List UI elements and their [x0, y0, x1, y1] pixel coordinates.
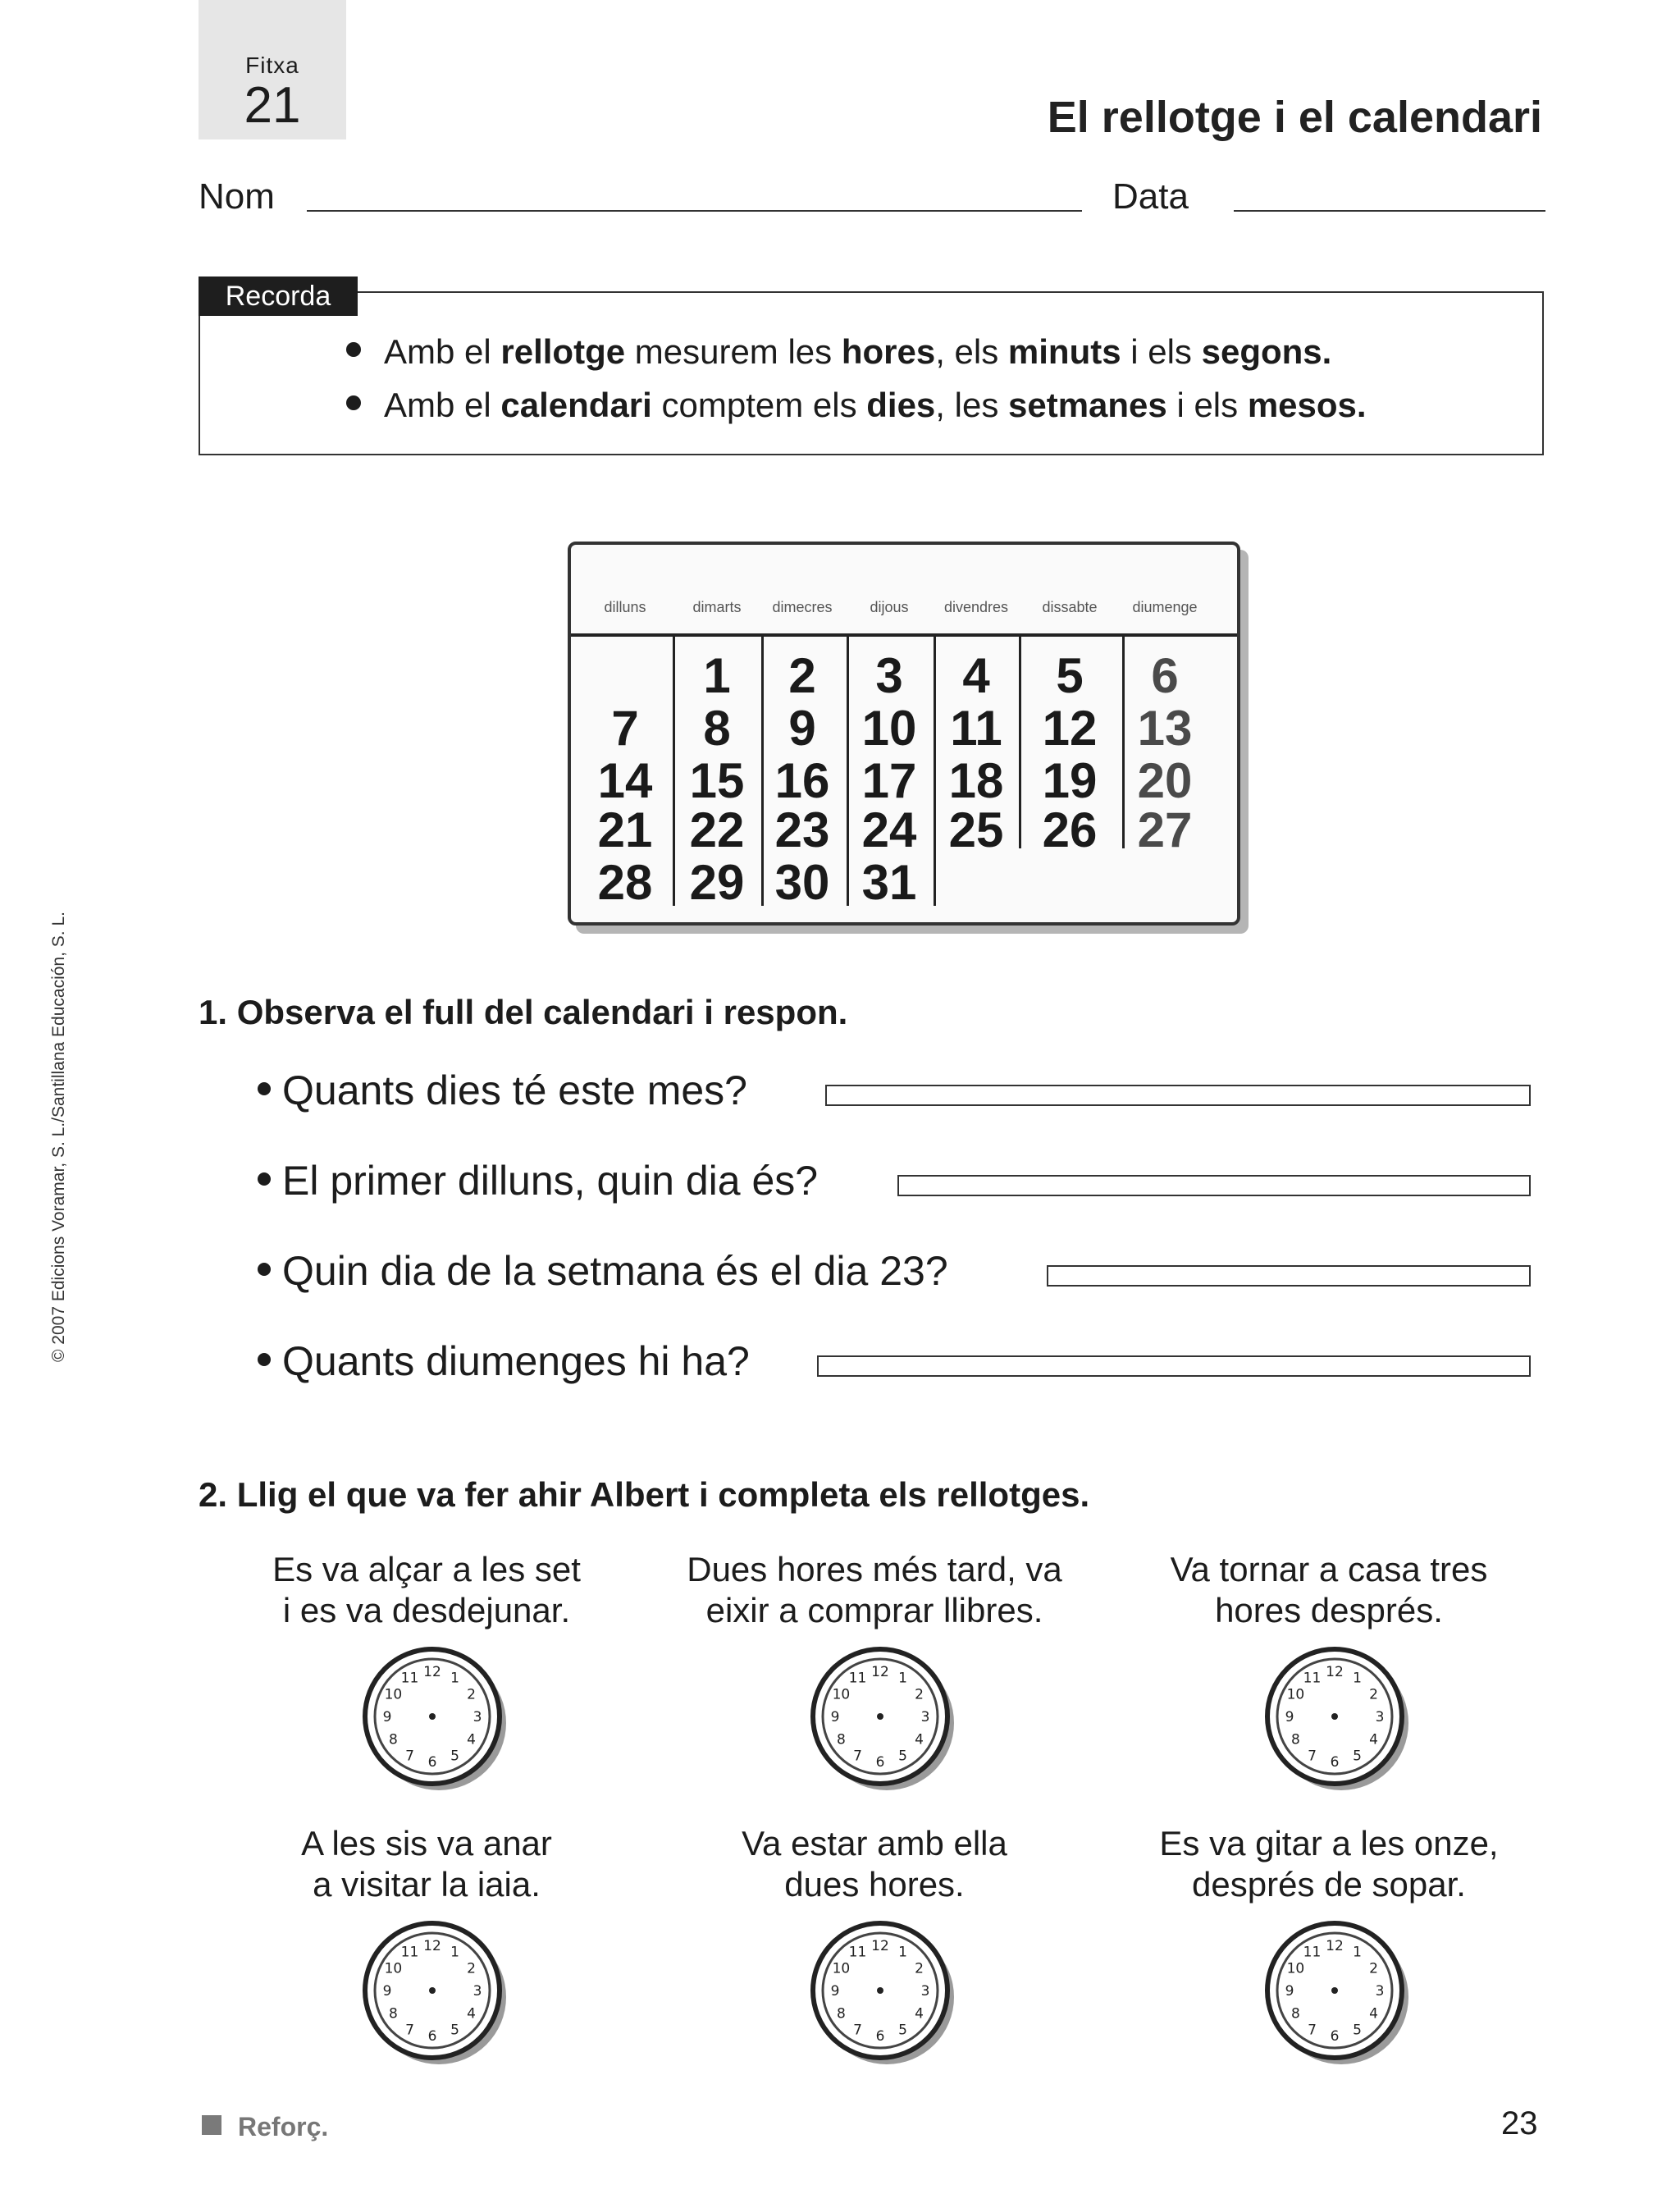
clock-number: 1: [1353, 1944, 1362, 1961]
calendar-date: 31: [861, 855, 917, 910]
answer-field[interactable]: [1047, 1265, 1531, 1287]
clock-number: 11: [1303, 1944, 1322, 1961]
calendar-day-name: dilluns: [604, 599, 646, 615]
text-segment: Amb el: [384, 332, 501, 371]
clock-number: 1: [898, 1944, 907, 1961]
clock-number: 3: [472, 1709, 482, 1725]
clock-center-dot: [1331, 1987, 1338, 1994]
calendar-date: 19: [1042, 753, 1098, 808]
clock-number: 11: [848, 1670, 867, 1687]
clue-line: eixir a comprar llibres.: [705, 1591, 1043, 1629]
bullet-icon: [258, 1353, 271, 1366]
clock-face[interactable]: [1259, 1641, 1415, 1797]
clock-face[interactable]: [357, 1641, 513, 1797]
date-field[interactable]: [1234, 210, 1545, 212]
clock-number: 3: [1375, 1709, 1385, 1725]
fitxa-badge: [199, 0, 346, 139]
name-label: Nom: [199, 176, 275, 217]
clock-number: 8: [388, 2005, 398, 2022]
calendar-date: 4: [962, 648, 990, 703]
answer-field[interactable]: [825, 1085, 1531, 1106]
keyword: calendari: [500, 386, 652, 424]
fitxa-number: 21: [244, 77, 301, 134]
clock-number: 4: [915, 2005, 924, 2022]
calendar-date: 18: [948, 753, 1004, 808]
clock-number: 4: [467, 1731, 477, 1748]
clock-number: 3: [920, 1983, 930, 2000]
calendar-date: 29: [689, 855, 745, 910]
calendar-day-name: dimecres: [772, 599, 833, 615]
clock-number: 12: [423, 1664, 441, 1680]
clock-number: 11: [848, 1944, 867, 1961]
answer-field[interactable]: [897, 1175, 1531, 1196]
clock-face[interactable]: [805, 1915, 961, 2071]
recorda-box: [199, 291, 1544, 455]
clock-number: 12: [871, 1938, 889, 1954]
calendar-date: 30: [774, 855, 830, 910]
clock-number: 6: [1330, 2028, 1340, 2045]
calendar-header-divider: [571, 633, 1237, 637]
clue-line: i es va desdejunar.: [282, 1591, 571, 1629]
clock-center-dot: [877, 1713, 883, 1720]
calendar-date: 11: [950, 701, 1002, 756]
question-text: [258, 1337, 750, 1385]
clock-number: 6: [875, 1754, 885, 1771]
clock-number: 10: [832, 1960, 851, 1977]
clue-line: Dues hores més tard, va: [687, 1550, 1062, 1588]
question-text: [258, 1157, 818, 1204]
clock-number: 9: [830, 1983, 840, 2000]
clock-number: 7: [405, 2022, 414, 2039]
clock-number: 1: [898, 1670, 907, 1687]
calendar-date: 16: [774, 753, 830, 808]
clock-number: 4: [915, 1731, 924, 1748]
clock-number: 12: [1326, 1664, 1344, 1680]
bullet-icon: [258, 1263, 271, 1276]
clue-line: Es va alçar a les set: [272, 1550, 581, 1588]
calendar-date: 7: [611, 701, 639, 756]
clock-number: 6: [427, 1754, 437, 1771]
clock-number: 8: [836, 1731, 846, 1748]
exercise-1-title: 1. Observa el full del calendari i respon.: [199, 993, 848, 1031]
clock-number: 9: [1285, 1983, 1294, 2000]
calendar-column-divider: [934, 635, 936, 906]
calendar-day-name: dijous: [870, 599, 909, 615]
clock-number: 11: [1303, 1670, 1322, 1687]
clock-number: 7: [1308, 1748, 1317, 1765]
clock-number: 6: [1330, 1754, 1340, 1771]
clue-text: [213, 1549, 640, 1631]
clock-number: 9: [382, 1983, 392, 2000]
clock-number: 5: [450, 1748, 459, 1765]
clock-number: 2: [467, 1686, 477, 1703]
text-segment: , els: [935, 332, 1008, 371]
clock-number: 5: [450, 2022, 459, 2039]
clock-number: 4: [467, 2005, 477, 2022]
clock-number: 10: [384, 1960, 403, 1977]
clock-face[interactable]: [1259, 1915, 1415, 2071]
clue-line: Va tornar a casa tres: [1170, 1550, 1488, 1588]
bullet-icon: [346, 342, 361, 357]
clock-number: 7: [853, 1748, 862, 1765]
calendar-day-name: dissabte: [1042, 599, 1098, 615]
clock-number: 7: [405, 1748, 414, 1765]
calendar-date: 6: [1151, 648, 1179, 703]
keyword: setmanes: [1008, 386, 1167, 424]
clock-number: 6: [875, 2028, 885, 2045]
calendar-date: 17: [861, 753, 917, 808]
calendar-column-divider: [847, 635, 849, 906]
question-text: [258, 1247, 948, 1295]
clock-number: 4: [1369, 2005, 1379, 2022]
text-segment: Amb el: [384, 386, 501, 424]
question-text: [258, 1067, 747, 1114]
keyword: segons.: [1201, 332, 1332, 371]
calendar-date: 1: [703, 648, 731, 703]
clock-number: 11: [400, 1944, 419, 1961]
keyword: hores: [841, 332, 936, 371]
calendar-column-divider: [673, 635, 675, 906]
exercise-2-title: 2. Llig el que va fer ahir Albert i completa els rellotges.: [199, 1475, 1090, 1514]
clock-number: 2: [467, 1960, 477, 1977]
calendar-date: 5: [1056, 648, 1084, 703]
text-segment: i els: [1121, 332, 1202, 371]
clock-number: 9: [1285, 1709, 1294, 1725]
calendar-date: 28: [597, 855, 653, 910]
calendar-day-name: divendres: [943, 599, 1009, 615]
keyword: dies: [866, 386, 936, 424]
calendar-date: 3: [875, 648, 903, 703]
bullet-icon: [258, 1172, 271, 1186]
clue-line: A les sis va anar: [301, 1824, 552, 1862]
clue-line: després de sopar.: [1192, 1865, 1466, 1904]
clock-center-dot: [1331, 1713, 1338, 1720]
page-title: El rellotge i el calendari: [1047, 93, 1542, 142]
clock-number: 10: [384, 1686, 403, 1703]
text-segment: , les: [935, 386, 1008, 424]
calendar-date: 15: [689, 753, 745, 808]
clue-text: [213, 1823, 640, 1905]
clue-text: [661, 1823, 1088, 1905]
keyword: minuts: [1007, 332, 1121, 371]
calendar-date: 27: [1137, 802, 1193, 857]
clock-number: 8: [1290, 1731, 1300, 1748]
clock-number: 9: [830, 1709, 840, 1725]
clock-center-dot: [877, 1987, 883, 1994]
clock-number: 7: [1308, 2022, 1317, 2039]
clock-number: 11: [400, 1670, 419, 1687]
clue-line: dues hores.: [784, 1865, 965, 1904]
calendar-column-divider: [1019, 635, 1021, 848]
recorda-item: [346, 386, 1367, 425]
calendar-date: 20: [1137, 753, 1193, 808]
question-label: Quin dia de la setmana és el dia 23?: [282, 1248, 948, 1294]
text-segment: comptem els: [651, 386, 867, 424]
question-label: Quants dies té este mes?: [282, 1067, 747, 1113]
clock-number: 2: [915, 1960, 924, 1977]
name-field[interactable]: [307, 210, 1082, 212]
calendar-date: 9: [788, 701, 816, 756]
copyright-notice: © 2007 Edicions Voramar, S. L./Santillana Educación, S. L.: [49, 912, 68, 1362]
calendar-date: 2: [788, 648, 816, 703]
clock-number: 1: [450, 1944, 459, 1961]
calendar-date: 22: [689, 802, 745, 857]
clue-text: [1116, 1823, 1542, 1905]
clue-line: hores després.: [1215, 1591, 1443, 1629]
bullet-icon: [258, 1082, 271, 1095]
calendar-date: 13: [1137, 701, 1193, 756]
clock-number: 1: [1353, 1670, 1362, 1687]
clock-number: 5: [1353, 1748, 1362, 1765]
calendar-day-name: diumenge: [1132, 599, 1198, 615]
clue-line: a visitar la iaia.: [313, 1865, 541, 1904]
clock-face[interactable]: [357, 1915, 513, 2071]
calendar-day-name: dimarts: [692, 599, 742, 615]
clock-number: 10: [832, 1686, 851, 1703]
clock-number: 2: [915, 1686, 924, 1703]
calendar-date: 14: [597, 753, 653, 808]
calendar-date: 12: [1042, 701, 1098, 756]
clock-number: 5: [898, 2022, 907, 2039]
clock-number: 10: [1286, 1960, 1305, 1977]
clock-number: 3: [472, 1983, 482, 2000]
clock-number: 4: [1369, 1731, 1379, 1748]
page-number: 23: [1501, 2105, 1538, 2141]
fitxa-label: Fitxa: [245, 53, 299, 78]
calendar-sheet: [568, 542, 1240, 926]
answer-field[interactable]: [817, 1355, 1531, 1377]
calendar-date: 24: [861, 802, 917, 857]
calendar-date: 23: [774, 802, 830, 857]
clock-number: 9: [382, 1709, 392, 1725]
clock-number: 6: [427, 2028, 437, 2045]
calendar-date: 8: [703, 701, 731, 756]
clock-number: 7: [853, 2022, 862, 2039]
text-segment: mesurem les: [625, 332, 842, 371]
clue-line: Es va gitar a les onze,: [1159, 1824, 1499, 1862]
calendar-date: 21: [597, 802, 653, 857]
question-label: El primer dilluns, quin dia és?: [282, 1158, 819, 1204]
clock-number: 12: [423, 1938, 441, 1954]
clock-face[interactable]: [805, 1641, 961, 1797]
keyword: rellotge: [500, 332, 626, 371]
clock-number: 8: [1290, 2005, 1300, 2022]
question-label: Quants diumenges hi ha?: [282, 1338, 750, 1384]
calendar-date: 10: [861, 701, 917, 756]
clock-number: 5: [898, 1748, 907, 1765]
bullet-icon: [346, 395, 361, 410]
clock-number: 12: [1326, 1938, 1344, 1954]
clock-number: 3: [1375, 1983, 1385, 2000]
clock-center-dot: [429, 1987, 436, 1994]
section-square-icon: [202, 2115, 221, 2135]
text-segment: i els: [1166, 386, 1248, 424]
calendar-column-divider: [1122, 635, 1125, 848]
clock-center-dot: [429, 1713, 436, 1720]
clock-number: 8: [388, 1731, 398, 1748]
keyword: mesos.: [1247, 386, 1367, 424]
clock-number: 3: [920, 1709, 930, 1725]
clock-number: 8: [836, 2005, 846, 2022]
date-label: Data: [1112, 176, 1189, 217]
clock-number: 12: [871, 1664, 889, 1680]
clock-number: 2: [1369, 1960, 1379, 1977]
calendar-date: 26: [1042, 802, 1098, 857]
calendar-date: 25: [948, 802, 1004, 857]
clock-number: 2: [1369, 1686, 1379, 1703]
clock-number: 5: [1353, 2022, 1362, 2039]
clue-text: [661, 1549, 1088, 1631]
clue-text: [1116, 1549, 1542, 1631]
clock-number: 1: [450, 1670, 459, 1687]
clock-number: 10: [1286, 1686, 1305, 1703]
calendar-column-divider: [761, 635, 764, 906]
recorda-tab: Recorda: [199, 277, 358, 316]
section-label: Reforç.: [238, 2112, 329, 2141]
recorda-item: [346, 332, 1331, 372]
clue-line: Va estar amb ella: [742, 1824, 1007, 1862]
